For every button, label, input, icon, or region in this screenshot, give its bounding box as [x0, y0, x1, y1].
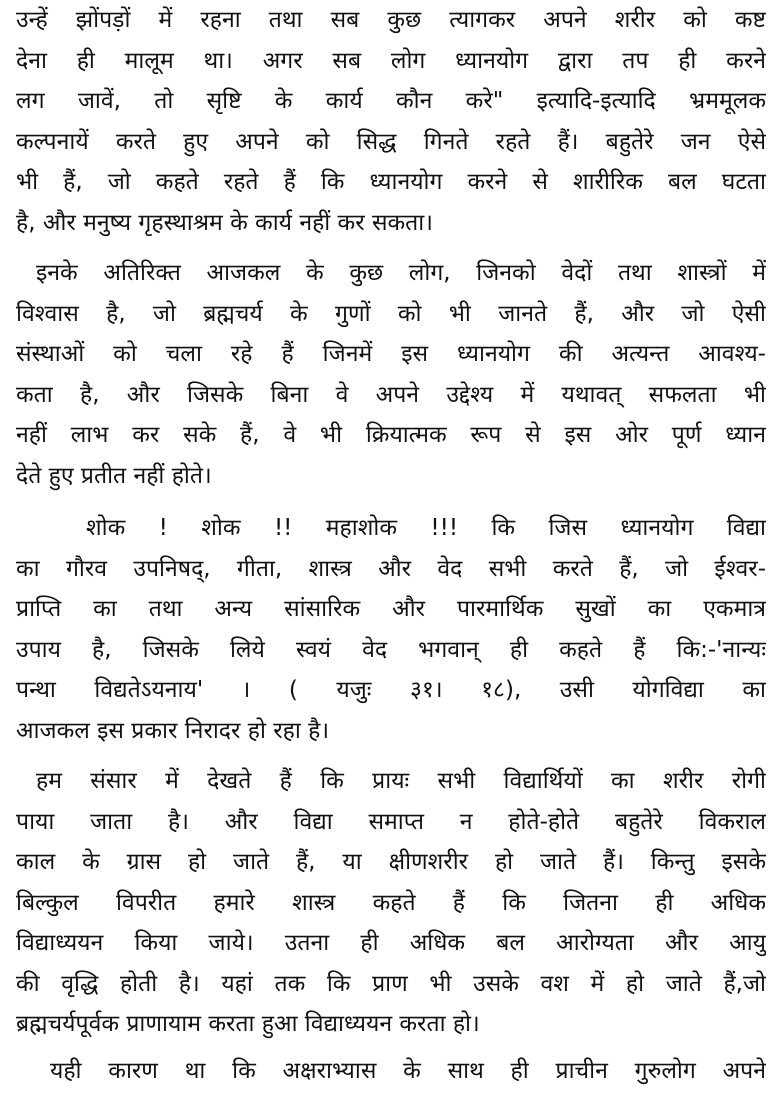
text-line: शोक ! शोक !! महाशोक !!! कि जिस ध्यानयोग विद्या — [86, 515, 766, 541]
text-line: कल्पनायें करते हुए अपने को सिद्ध गिनते रहते हैं। बहुतेरे जन ऐसे — [16, 128, 766, 155]
paragraph-3 — [16, 508, 766, 751]
text-line: प्राप्ति का तथा अन्य सांसारिक और पारमार्थिक सुखों का एकमात्र — [16, 596, 766, 622]
paragraph-4 — [16, 761, 766, 1045]
text-line: विद्याध्ययन किया जाये। उतना ही अधिक बल आरोग्यता और आयु — [16, 930, 766, 956]
text-line: देना ही मालूम था। अगर सब लोग ध्यानयोग द्वारा तप ही करने — [16, 47, 766, 74]
text-line: देते हुए प्रतीत नहीं होते। — [16, 462, 212, 489]
text-line: बिल्कुल विपरीत हमारे शास्त्र कहते हैं कि जितना ही अधिक — [16, 889, 766, 916]
text-line: की वृद्धि होती है। यहां तक कि प्राण भी उसके वश में हो जाते हैं,जो — [16, 970, 766, 997]
text-line: पन्था विद्यतेऽयनाय' । ( यजुः ३१। १८), उसी योगविद्या का — [16, 677, 766, 703]
paragraph-5 — [16, 1051, 766, 1092]
text-line: उन्हें झोंपड़ों में रहना तथा सब कुछ त्यागकर अपने शरीर को कष्ट — [16, 7, 766, 33]
text-line: हम संसार में देखते हैं कि प्रायः सभी विद्यार्थियों का शरीर रोगी — [36, 768, 766, 794]
paragraph-1 — [16, 0, 766, 243]
text-line: नहीं लाभ कर सके हैं, वे भी क्रियात्मक रूप से इस ओर पूर्ण ध्यान — [16, 422, 766, 448]
text-line: संस्थाओं को चला रहे हैं जिनमें इस ध्यानयोग की अत्यन्त आवश्य- — [16, 341, 766, 367]
text-line: विश्वास है, जो ब्रह्मचर्य के गुणों को भी जानते हैं, और जो ऐसी — [16, 300, 766, 327]
text-line: कता है, और जिसके बिना वे अपने उद्देश्य में यथावत् सफलता भी — [16, 381, 766, 408]
text-line: का गौरव उपनिषद्, गीता, शास्त्र और वेद सभी करते हैं, जो ईश्वर- — [16, 555, 766, 582]
text-line: भी हैं, जो कहते रहते हैं कि ध्यानयोग करने से शारीरिक बल घटता — [16, 169, 766, 195]
text-line: लग जावें, तो सृष्टि के कार्य कौन करे" इत्यादि-इत्यादि भ्रममूलक — [16, 88, 766, 114]
text-line: इनके अतिरिक्त आजकल के कुछ लोग, जिनको वेदों तथा शास्त्रों में — [36, 260, 766, 286]
text-line: काल के ग्रास हो जाते हैं, या क्षीणशरीर हो जाते हैं। किन्तु इसके — [16, 849, 766, 875]
text-line: पाया जाता है। और विद्या समाप्त न होते-होते बहुतेरे विकराल — [16, 808, 766, 835]
text-line: है, और मनुष्य गृहस्थाश्रम के कार्य नहीं कर सकता। — [16, 209, 433, 236]
text-line: उपाय है, जिसके लिये स्वयं वेद भगवान् ही कहते हैं कि:-'नान्यः — [16, 636, 766, 663]
paragraph-2 — [16, 253, 766, 496]
text-line: ब्रह्मचर्यपूर्वक प्राणायाम करता हुआ विद्याध्ययन करता हो। — [16, 1011, 480, 1037]
text-line: यही कारण था कि अक्षराभ्यास के साथ ही प्राचीन गुरुलोग अपने — [50, 1057, 766, 1084]
text-line: आजकल इस प्रकार निरादर हो रहा है। — [16, 717, 330, 744]
